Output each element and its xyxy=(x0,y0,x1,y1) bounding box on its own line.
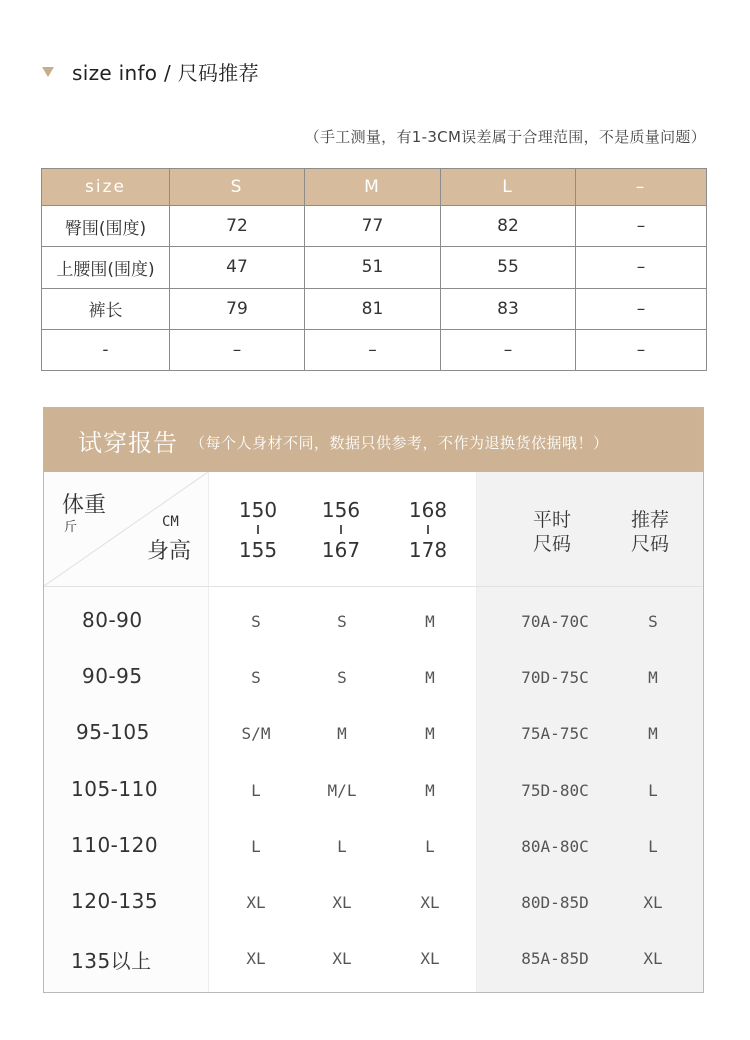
size-cell: L xyxy=(337,836,347,856)
size-cell: M xyxy=(337,724,347,744)
section-title: size info / 尺码推荐 xyxy=(72,60,259,85)
size-cell: XL xyxy=(420,893,440,912)
recommend-size-header-line: 尺码 xyxy=(630,533,669,555)
range-bar xyxy=(427,525,429,534)
usual-size-header-line: 平时 xyxy=(532,509,571,531)
table-row xyxy=(42,247,707,288)
range-bar xyxy=(340,525,342,534)
table-cell: – xyxy=(576,329,707,370)
row-label: 上腰围(围度) xyxy=(42,247,170,288)
size-cell: S xyxy=(337,668,347,688)
header-cell-extra: – xyxy=(576,169,707,206)
size-cell: XL xyxy=(332,893,352,912)
header-cell-l: L xyxy=(441,169,576,206)
weight-unit-label: 斤 xyxy=(64,520,78,535)
size-cell: S/M xyxy=(241,724,271,744)
recommend-size-cell: M xyxy=(648,668,658,688)
table-cell: 83 xyxy=(441,288,576,329)
recommend-size-header xyxy=(620,508,680,556)
report-banner xyxy=(44,408,703,472)
header-cell-size: size xyxy=(42,169,170,206)
height-to: 178 xyxy=(408,538,448,562)
size-cell: L xyxy=(251,836,261,856)
size-cell: XL xyxy=(420,949,440,969)
height-from: 150 xyxy=(238,498,278,522)
table-cell: – xyxy=(305,329,441,370)
size-cell: S xyxy=(337,612,347,631)
height-group xyxy=(311,498,371,562)
column-divider xyxy=(476,472,477,992)
table-row xyxy=(42,206,707,247)
table-cell: – xyxy=(170,329,305,370)
usual-size-cell: 70D-75C xyxy=(521,668,589,688)
usual-size-cell: 75D-80C xyxy=(521,780,589,800)
size-cell: S xyxy=(251,612,261,631)
usual-size-cell: 85A-85D xyxy=(521,949,589,969)
weight-range: 90-95 xyxy=(82,664,143,689)
usual-size-cell: 70A-70C xyxy=(521,612,589,631)
weight-range: 105-110 xyxy=(71,776,159,801)
weight-range: 110-120 xyxy=(71,832,159,857)
size-cell: XL xyxy=(246,893,266,912)
row-label: - xyxy=(42,329,170,370)
header-cell-m: M xyxy=(305,169,441,206)
row-label: 裤长 xyxy=(42,288,170,329)
height-from: 168 xyxy=(408,498,448,522)
size-cell: M xyxy=(425,724,435,744)
weight-label: 体重 xyxy=(62,493,107,518)
section-header xyxy=(42,56,259,86)
table-cell: 51 xyxy=(305,247,441,288)
triangle-down-icon xyxy=(42,67,54,77)
recommend-size-cell: S xyxy=(648,612,658,631)
size-cell: M xyxy=(425,780,435,800)
usual-size-header-line: 尺码 xyxy=(532,533,571,555)
recommend-size-cell: L xyxy=(648,780,658,800)
height-group xyxy=(228,498,288,562)
height-group xyxy=(398,498,458,562)
size-cell: S xyxy=(251,668,261,688)
size-cell: L xyxy=(425,836,435,856)
size-cell: XL xyxy=(246,949,266,969)
usual-size-header xyxy=(522,508,582,556)
table-cell: – xyxy=(576,288,707,329)
weight-range: 80-90 xyxy=(82,608,143,632)
table-cell: 79 xyxy=(170,288,305,329)
usual-size-cell: 80A-80C xyxy=(521,836,589,856)
report-subtitle: （每个人身材不同，数据只供参考，不作为退换货依据哦！） xyxy=(190,433,609,452)
measurement-note: （手工测量，有1-3CM误差属于合理范围，不是质量问题） xyxy=(304,128,706,146)
recommend-size-header-line: 推荐 xyxy=(630,509,669,531)
size-cell: M xyxy=(425,668,435,688)
size-cell: M xyxy=(425,612,435,631)
height-from: 156 xyxy=(321,498,361,522)
range-bar xyxy=(257,525,259,534)
table-cell: 77 xyxy=(305,206,441,247)
table-cell: 55 xyxy=(441,247,576,288)
table-cell: – xyxy=(576,247,707,288)
size-cell: M/L xyxy=(327,780,357,800)
size-table-header-row xyxy=(42,169,707,206)
table-row xyxy=(42,329,707,370)
recommend-size-cell: XL xyxy=(643,949,663,969)
height-unit-label: CM xyxy=(162,514,179,530)
usual-size-cell: 75A-75C xyxy=(521,724,589,744)
weight-range: 95-105 xyxy=(76,720,150,745)
row-label: 臀围(围度) xyxy=(42,206,170,247)
table-cell: 81 xyxy=(305,288,441,329)
column-divider xyxy=(208,472,209,992)
table-cell: 47 xyxy=(170,247,305,288)
recommend-size-cell: L xyxy=(648,836,658,856)
header-divider xyxy=(44,586,703,587)
height-to: 155 xyxy=(238,538,278,562)
height-label: 身高 xyxy=(147,539,192,564)
size-table xyxy=(41,168,707,371)
weight-range: 120-135 xyxy=(71,889,159,913)
try-on-report xyxy=(43,407,704,993)
size-cell: XL xyxy=(332,949,352,969)
recommend-size-cell: M xyxy=(648,724,658,744)
size-cell: L xyxy=(251,780,261,800)
report-title: 试穿报告 xyxy=(78,428,178,457)
usual-size-cell: 80D-85D xyxy=(521,893,589,912)
recommend-size-cell: XL xyxy=(643,893,663,912)
table-cell: – xyxy=(576,206,707,247)
table-cell: 82 xyxy=(441,206,576,247)
header-cell-s: S xyxy=(170,169,305,206)
table-cell: – xyxy=(441,329,576,370)
weight-range: 135以上 xyxy=(71,949,152,974)
table-row xyxy=(42,288,707,329)
height-to: 167 xyxy=(321,538,361,562)
table-cell: 72 xyxy=(170,206,305,247)
